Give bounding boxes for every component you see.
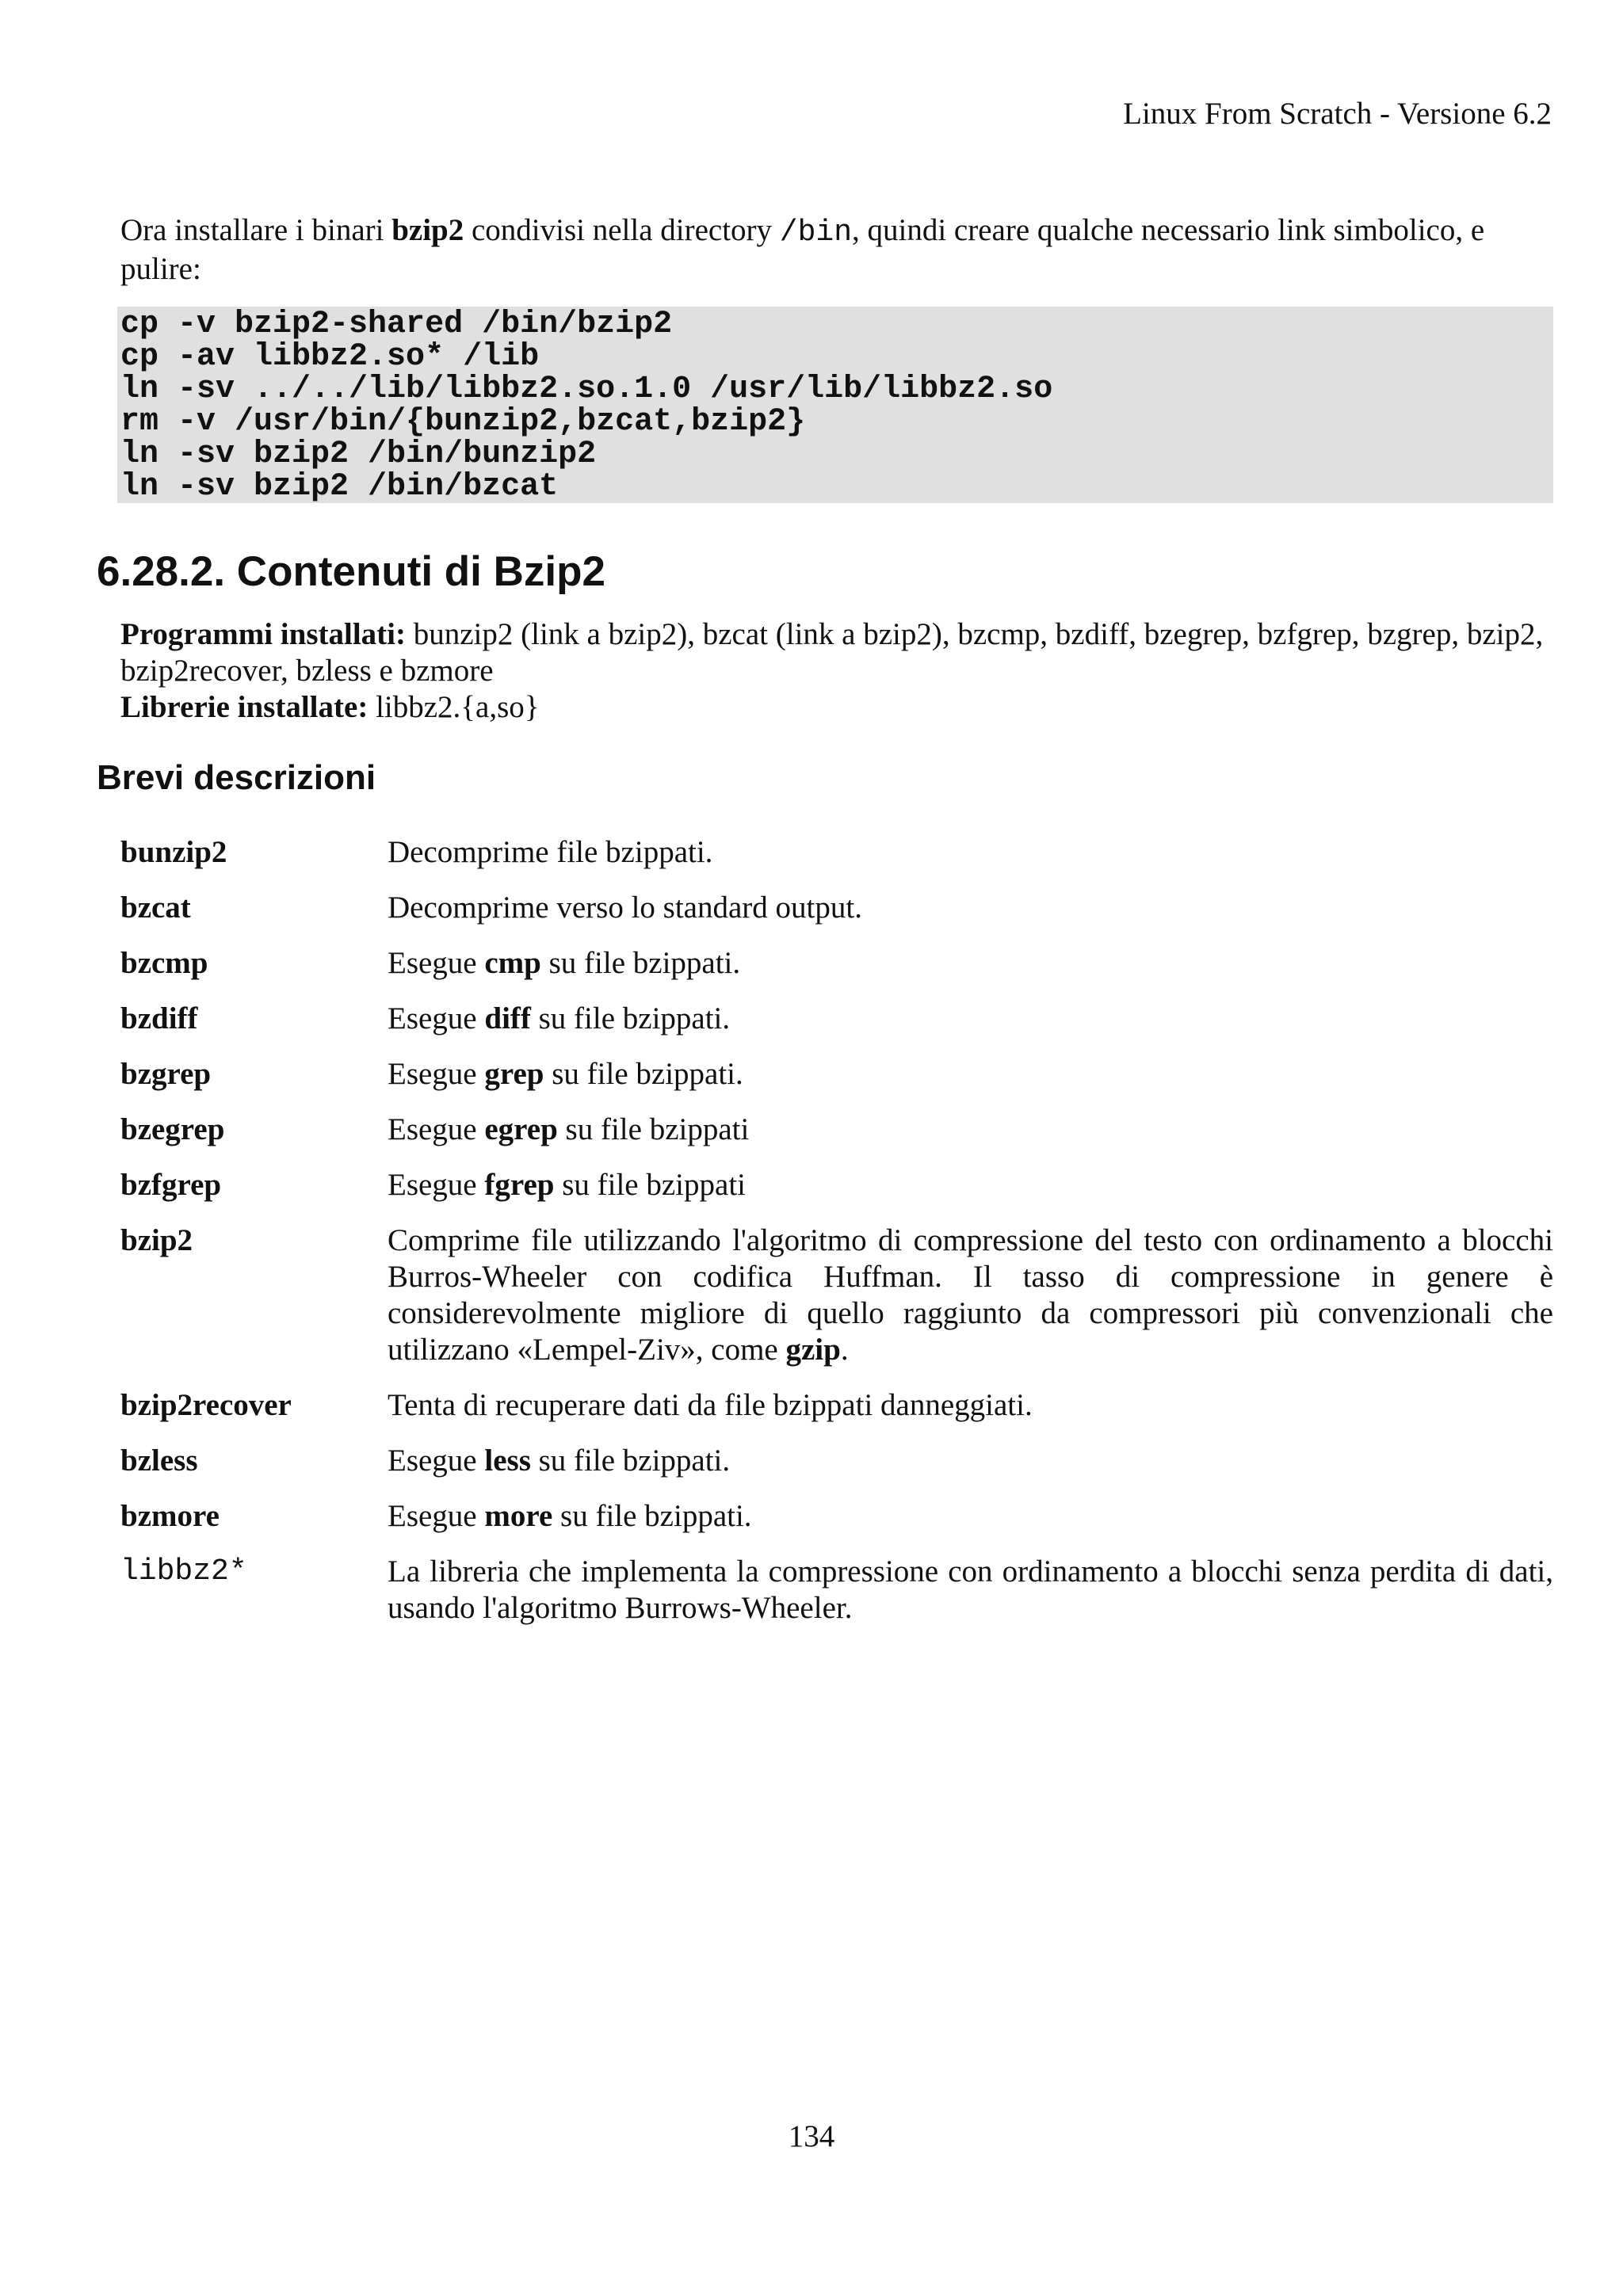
description-definition: [388, 1001, 1553, 1037]
definition-text: Esegue: [388, 1057, 485, 1091]
intro-text: condivisi nella directory: [464, 213, 780, 247]
intro-text: Ora installare i binari: [120, 213, 392, 247]
definition-bold: fgrep: [484, 1168, 555, 1202]
programs-value: bunzip2 (link a bzip2), bzcat (link a bzip2), bzcmp, bzdiff, bzegrep, bzfgrep, bzgrep, bzip2, bzip2recover, bzless e bzmore: [120, 617, 1544, 688]
code-line: ln -sv bzip2 /bin/bunzip2: [120, 437, 597, 472]
description-definition: [388, 1387, 1553, 1424]
description-term: bunzip2: [120, 835, 227, 869]
description-definition: [388, 1167, 1553, 1203]
definition-bold: cmp: [484, 946, 541, 980]
description-term: bzip2: [120, 1223, 193, 1257]
descriptions-title: Brevi descrizioni: [97, 758, 376, 797]
definition-text: su file bzippati.: [540, 946, 741, 980]
intro-paragraph: [120, 212, 1553, 288]
description-definition: [388, 1554, 1553, 1627]
running-header: Linux From Scratch - Versione 6.2: [1123, 97, 1552, 131]
description-definition: [388, 1498, 1553, 1535]
definition-bold: more: [484, 1499, 553, 1533]
definition-text: Esegue: [388, 946, 485, 980]
intro-inline-code: /bin: [779, 215, 853, 250]
description-term: bzcat: [120, 891, 191, 925]
description-term: bzmore: [120, 1499, 220, 1533]
description-definition: [388, 834, 1553, 871]
installed-items: [120, 616, 1553, 726]
definition-text: Esegue: [388, 1168, 485, 1202]
code-block: [117, 307, 1553, 503]
intro-text: , quindi creare qualche necessario link simbolico, e pulire:: [120, 213, 1485, 286]
definition-bold: grep: [484, 1057, 544, 1091]
definition-text: Esegue: [388, 1499, 485, 1533]
definition-text: su file bzippati.: [530, 1001, 731, 1035]
definition-text: su file bzippati: [557, 1112, 750, 1146]
description-definition: [388, 1056, 1553, 1093]
description-term: bzgrep: [120, 1057, 212, 1091]
description-term: bzip2recover: [120, 1388, 292, 1422]
definition-text: su file bzippati: [554, 1168, 746, 1202]
libraries-label: Librerie installate:: [120, 690, 369, 724]
definition-text: Esegue: [388, 1444, 485, 1478]
definition-text: .: [840, 1333, 849, 1367]
definition-text: Decomprime verso lo standard output.: [388, 891, 862, 925]
description-definition: [388, 890, 1553, 926]
definition-bold: egrep: [484, 1112, 558, 1146]
code-line: cp -v bzip2-shared /bin/bzip2: [120, 307, 673, 342]
description-definition: [388, 945, 1553, 982]
description-definition: [388, 1222, 1553, 1368]
definition-text: su file bzippati.: [552, 1499, 752, 1533]
description-definition: [388, 1112, 1553, 1148]
definition-text: Esegue: [388, 1112, 485, 1146]
intro-bold-bzip2: bzip2: [391, 213, 464, 247]
installed-programs: [120, 616, 1553, 689]
description-term: bzcmp: [120, 946, 208, 980]
definition-bold: less: [484, 1444, 531, 1478]
definition-text: Esegue: [388, 1001, 485, 1035]
code-line: ln -sv ../../lib/libbz2.so.1.0 /usr/lib/libbz2.so: [120, 372, 1053, 407]
definition-bold: diff: [484, 1001, 531, 1035]
libraries-value: libbz2.{a,so}: [368, 690, 540, 724]
definition-text: Decomprime file bzippati.: [388, 835, 713, 869]
programs-label: Programmi installati:: [120, 617, 406, 651]
definition-text: su file bzippati.: [530, 1444, 731, 1478]
page-number: 134: [788, 2119, 835, 2153]
description-definition: [388, 1443, 1553, 1479]
code-line: cp -av libbz2.so* /lib: [120, 339, 540, 375]
installed-libraries: [120, 689, 1553, 726]
definition-text: su file bzippati.: [544, 1057, 743, 1091]
code-line: rm -v /usr/bin/{bunzip2,bzcat,bzip2}: [120, 404, 806, 440]
description-term: bzfgrep: [120, 1168, 222, 1202]
code-line: ln -sv bzip2 /bin/bzcat: [120, 469, 559, 505]
description-term: bzdiff: [120, 1001, 198, 1035]
definition-text: La libreria che implementa la compressione con ordinamento a blocchi senza perdita di dati, usando l'algoritmo Burrows-Wheeler.: [388, 1554, 1553, 1625]
section-title: 6.28.2. Contenuti di Bzip2: [97, 548, 605, 595]
description-term: bzless: [120, 1444, 198, 1478]
definition-bold: gzip: [785, 1333, 841, 1367]
definition-text: Tenta di recuperare dati da file bzippati danneggiati.: [388, 1388, 1033, 1422]
definition-text: Comprime file utilizzando l'algoritmo di compressione del testo con ordinamento a blocchi Burros-Wheeler con codifica Huffman. Il tasso di compressione in genere è considerevolmente migliore di quello raggiunto da compressori più convenzionali che utilizzano «Lempel-Ziv», come: [388, 1223, 1553, 1367]
description-term: bzegrep: [120, 1112, 225, 1146]
description-term: libbz2*: [120, 1554, 247, 1589]
